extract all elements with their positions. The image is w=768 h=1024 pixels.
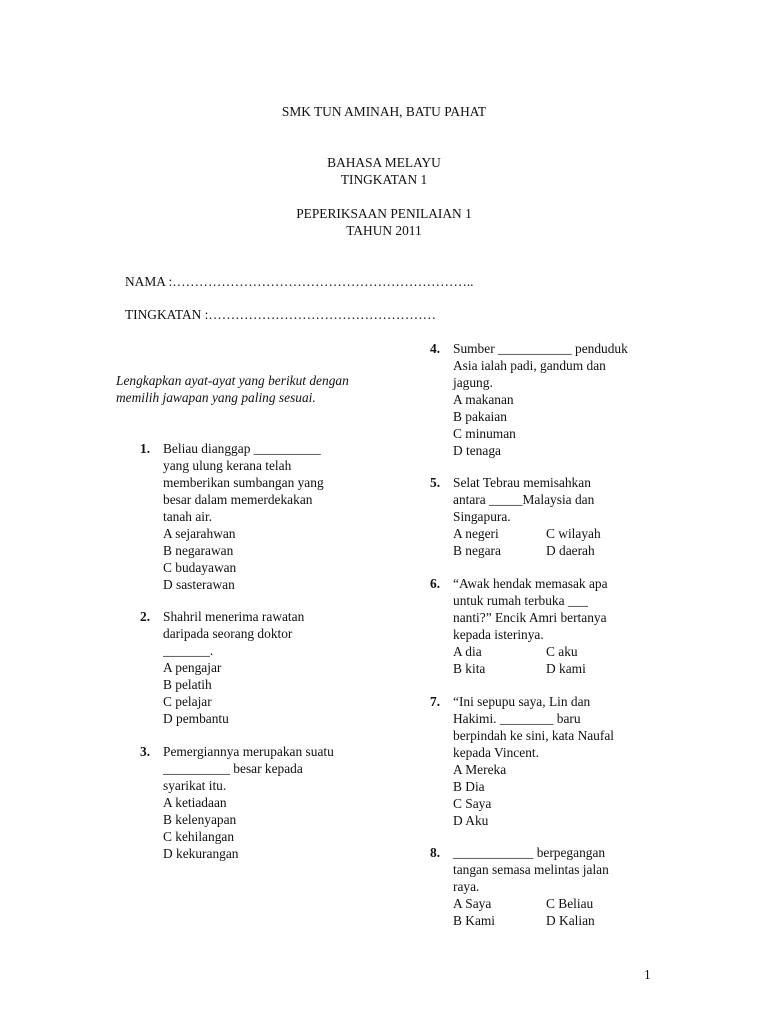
name-field: NAMA :………………………………………………………….. [125,274,474,289]
question-1 [140,440,390,593]
option-a: A pengajar [163,660,222,675]
option-a: A ketiadaan [163,795,227,810]
exam-title: PEPERIKSAAN PENILAIAN 1 [296,206,472,221]
school-name: SMK TUN AMINAH, BATU PAHAT [281,104,487,119]
question-number: 2. [140,609,151,624]
question-number: 7. [430,694,441,709]
question-number: 4. [430,341,441,356]
option-c: C Beliau [546,896,594,911]
subject-title: BAHASA MELAYU [327,155,441,170]
option-d: D kami [546,661,586,676]
form-level: TINGKATAN 1 [340,172,428,187]
question-number: 6. [430,576,441,591]
question-text: Shahril menerima rawatan daripada seorang doktor _______. [163,609,305,658]
question-4 [430,340,680,459]
option-b: B pakaian [453,409,507,424]
option-c: C Saya [453,796,492,811]
option-a: A Saya [453,896,492,911]
question-number: 5. [430,475,441,490]
option-c: C aku [546,644,578,659]
option-a: A dia [453,644,482,659]
question-text: Beliau dianggap __________ yang ulung kerana telah memberikan sumbangan yang besar dalam memerdekakan tanah air. [163,441,324,524]
option-c: C wilayah [546,526,601,541]
option-a: A makanan [453,392,514,407]
page-number: 1 [644,967,651,982]
option-a: A sejarahwan [163,526,236,541]
option-b: B pelatih [163,677,212,692]
option-b: B negarawan [163,543,234,558]
question-8 [430,844,680,929]
question-7 [430,693,680,829]
question-number: 3. [140,744,151,759]
option-d: D tenaga [453,443,501,458]
option-d: D pembantu [163,711,229,726]
option-b: B Dia [453,779,485,794]
option-d: D kekurangan [163,846,239,861]
option-c: C minuman [453,426,516,441]
option-d: D Kalian [546,913,595,928]
option-a: A Mereka [453,762,507,777]
form-field: TINGKATAN :…………………………………………… [125,307,436,322]
exam-year: TAHUN 2011 [346,223,422,238]
option-d: D sasterawan [163,577,235,592]
option-c: C budayawan [163,560,237,575]
question-text: Pemergiannya merupakan suatu __________ besar kepada syarikat itu. [163,744,334,793]
option-b: B Kami [453,913,496,928]
option-b: B negara [453,543,501,558]
question-text: ____________ berpegangan tangan semasa melintas jalan raya. [453,845,609,894]
question-5 [430,474,680,559]
option-d: D Aku [453,813,489,828]
option-c: C kehilangan [163,829,235,844]
question-6 [430,575,680,677]
option-d: D daerah [546,543,595,558]
option-b: B kita [453,661,486,676]
question-text: Selat Tebrau memisahkan antara _____Malaysia dan Singapura. [453,475,595,524]
question-text: “Awak hendak memasak apa untuk rumah terbuka ___ nanti?” Encik Amri bertanya kepada isterinya. [453,576,608,642]
question-text: “Ini sepupu saya, Lin dan Hakimi. ________ baru berpindah ke sini, kata Naufal kepada Vincent. [453,694,615,760]
option-b: B kelenyapan [163,812,237,827]
question-2 [140,608,390,727]
instructions: Lengkapkan ayat-ayat yang berikut dengan memilih jawapan yang paling sesuai. [116,373,349,405]
question-3 [140,743,390,862]
question-number: 8. [430,845,441,860]
option-c: C pelajar [163,694,212,709]
question-number: 1. [140,441,151,456]
question-text: Sumber ___________ penduduk Asia ialah padi, gandum dan jagung. [453,341,628,390]
option-a: A negeri [453,526,499,541]
